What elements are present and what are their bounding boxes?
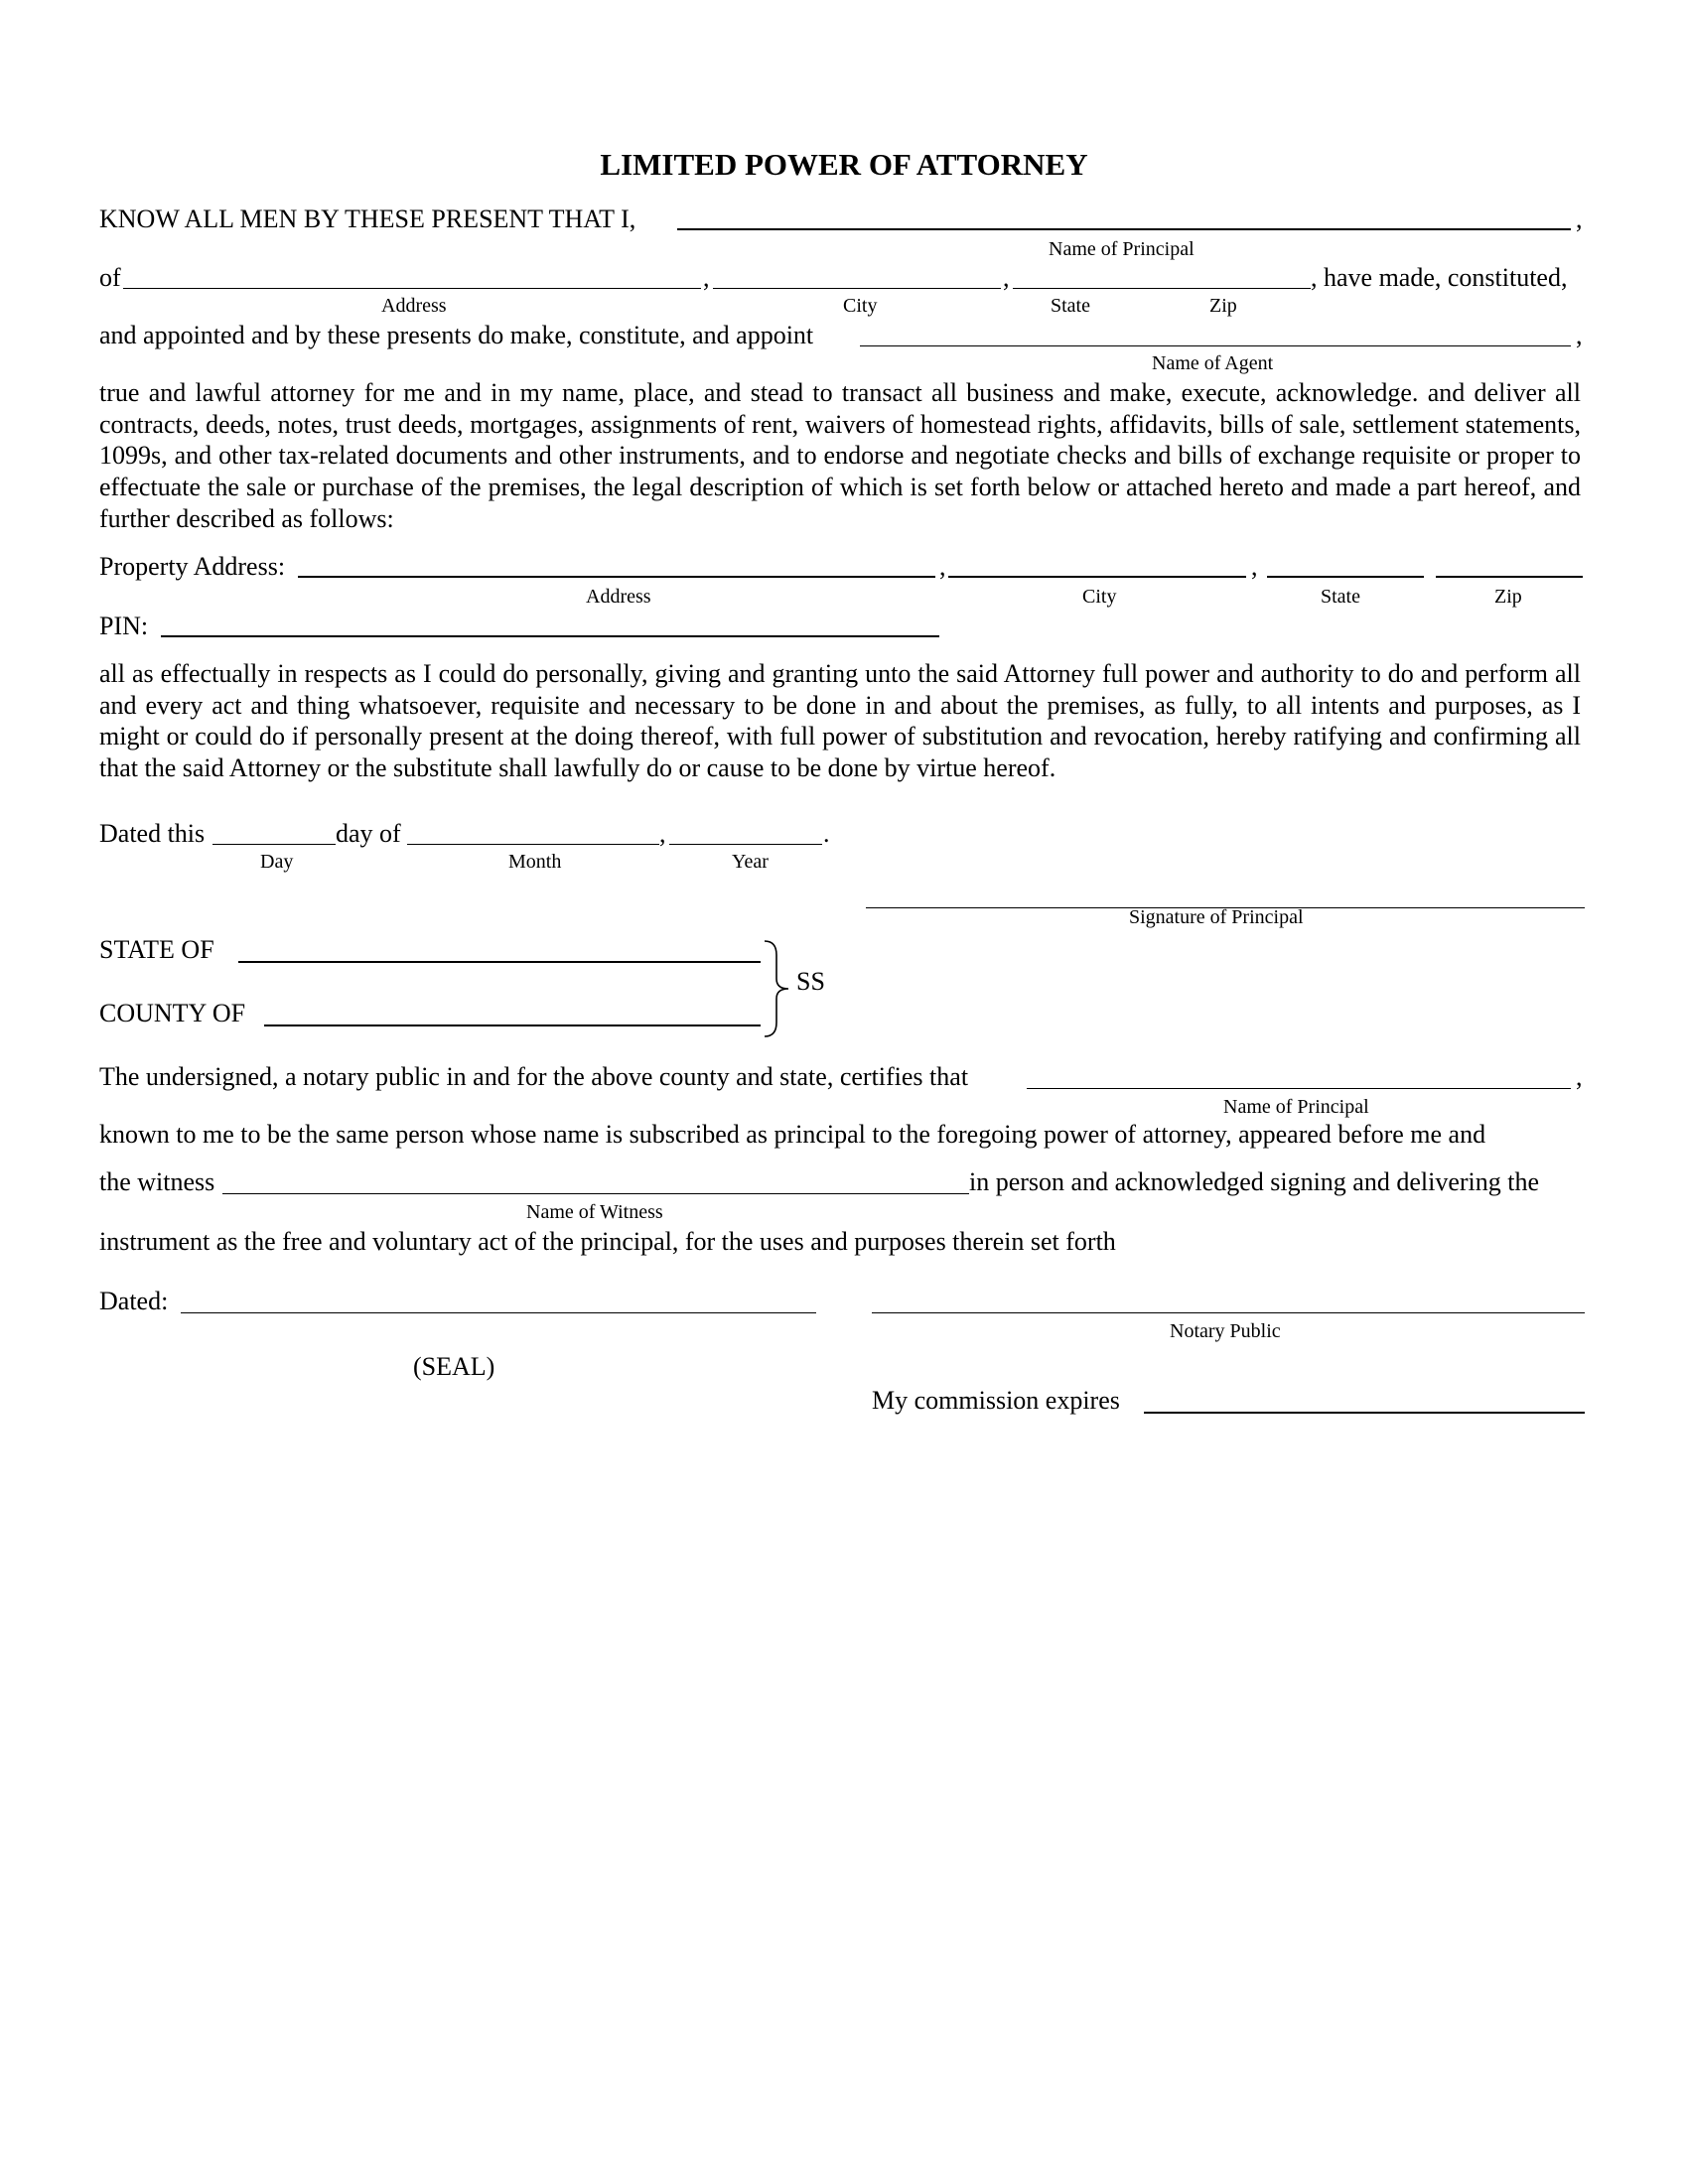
month-field[interactable] bbox=[407, 844, 659, 845]
zip-label: Zip bbox=[1209, 295, 1237, 317]
document-title: LIMITED POWER OF ATTORNEY bbox=[600, 147, 1088, 182]
state-label: State bbox=[1051, 295, 1090, 317]
property-address-label: Property Address: bbox=[99, 552, 286, 581]
dated-this-text: Dated this bbox=[99, 819, 206, 848]
day-of-text: day of bbox=[336, 819, 401, 848]
commission-expires-field[interactable] bbox=[1144, 1412, 1585, 1414]
agent-name-field[interactable] bbox=[860, 345, 1571, 346]
property-city-field[interactable] bbox=[948, 576, 1246, 578]
principal-name-field[interactable] bbox=[677, 228, 1571, 230]
comma: , bbox=[703, 263, 710, 292]
principal-city-field[interactable] bbox=[713, 288, 1001, 289]
county-of-field[interactable] bbox=[264, 1024, 761, 1026]
commission-text: My commission expires bbox=[872, 1386, 1120, 1415]
signature-of-principal-label: Signature of Principal bbox=[1129, 906, 1304, 928]
in-person-text: in person and acknowledged signing and delivering the bbox=[969, 1167, 1540, 1196]
certifies-text: The undersigned, a notary public in and for the above county and state, certifies that bbox=[99, 1062, 969, 1091]
notary-date-field[interactable] bbox=[181, 1312, 816, 1313]
have-made-text: , have made, constituted, bbox=[1311, 263, 1568, 292]
effectual-paragraph: all as effectually in respects as I could do personally, giving and granting unto the said Attorney full power and authority to do and perform all and every act and thing whatsoever, requisite and necessary to be done in and about the premises, as fully, to all intents and purposes, as I might or could do if personally present at the doing thereof, with full power of substitution and revocation, hereby ratifying and confirming all that the said Attorney or the substitute shall lawfully do or cause to be done by virtue hereof. bbox=[99, 659, 1581, 783]
comma: , bbox=[1576, 1062, 1583, 1091]
day-field[interactable] bbox=[212, 844, 336, 845]
pin-field[interactable] bbox=[161, 635, 939, 637]
property-state-label: State bbox=[1321, 586, 1360, 608]
seal-label: (SEAL) bbox=[413, 1352, 495, 1381]
instrument-text: instrument as the free and voluntary act of the principal, for the uses and purposes therein set forth bbox=[99, 1227, 1116, 1256]
address-label: Address bbox=[381, 295, 447, 317]
ss-label: SS bbox=[796, 967, 825, 996]
principal-address-field[interactable] bbox=[123, 288, 701, 289]
venue-brace bbox=[763, 939, 794, 1038]
notary-dated-label: Dated: bbox=[99, 1287, 169, 1315]
notary-principal-name-field[interactable] bbox=[1027, 1088, 1571, 1089]
notary-public-label: Notary Public bbox=[1170, 1320, 1281, 1342]
of-label: of bbox=[99, 263, 121, 292]
property-city-label: City bbox=[1082, 586, 1117, 608]
comma: , bbox=[659, 819, 666, 848]
name-of-agent-label: Name of Agent bbox=[1152, 352, 1274, 374]
property-zip-field[interactable] bbox=[1436, 576, 1583, 578]
year-label: Year bbox=[732, 851, 769, 873]
authority-paragraph: true and lawful attorney for me and in my name, place, and stead to transact all business and make, execute, acknowledge. and deliver all contracts, deeds, notes, trust deeds, mortgages, assignments of rent, waivers of homestead rights, affidavits, bills of sale, settlement statements, 1099s, and other tax-related documents and other instruments, and to endorse and negotiate checks and bills of exchange requisite or proper to effectuate the sale or purchase of the premises, the legal description of which is set forth below or attached hereto and made a part hereof, and further described as follows: bbox=[99, 378, 1581, 533]
the-witness-text: the witness bbox=[99, 1167, 215, 1196]
year-field[interactable] bbox=[669, 844, 822, 845]
notary-name-of-principal-label: Name of Principal bbox=[1223, 1096, 1369, 1118]
witness-name-field[interactable] bbox=[222, 1193, 969, 1194]
property-zip-label: Zip bbox=[1494, 586, 1522, 608]
state-of-field[interactable] bbox=[238, 961, 761, 963]
comma: , bbox=[1576, 205, 1583, 233]
property-address-sub-label: Address bbox=[586, 586, 651, 608]
comma: , bbox=[1003, 263, 1010, 292]
county-of-label: COUNTY OF bbox=[99, 999, 246, 1027]
known-text: known to me to be the same person whose name is subscribed as principal to the foregoing power of attorney, appeared before me and bbox=[99, 1120, 1486, 1149]
property-address-field[interactable] bbox=[298, 576, 935, 578]
pin-label: PIN: bbox=[99, 612, 149, 640]
day-label: Day bbox=[260, 851, 294, 873]
appointed-text: and appointed and by these presents do make, constitute, and appoint bbox=[99, 321, 814, 349]
period: . bbox=[823, 819, 830, 848]
comma: , bbox=[1576, 321, 1583, 349]
principal-state-zip-field[interactable] bbox=[1013, 288, 1311, 289]
comma: , bbox=[939, 552, 946, 581]
name-of-principal-label: Name of Principal bbox=[1049, 238, 1195, 260]
notary-signature-field[interactable] bbox=[872, 1312, 1585, 1313]
month-label: Month bbox=[508, 851, 562, 873]
state-of-label: STATE OF bbox=[99, 935, 214, 964]
intro-text: KNOW ALL MEN BY THESE PRESENT THAT I, bbox=[99, 205, 636, 233]
comma: , bbox=[1251, 552, 1258, 581]
city-label: City bbox=[843, 295, 878, 317]
property-state-field[interactable] bbox=[1267, 576, 1424, 578]
name-of-witness-label: Name of Witness bbox=[526, 1201, 663, 1223]
